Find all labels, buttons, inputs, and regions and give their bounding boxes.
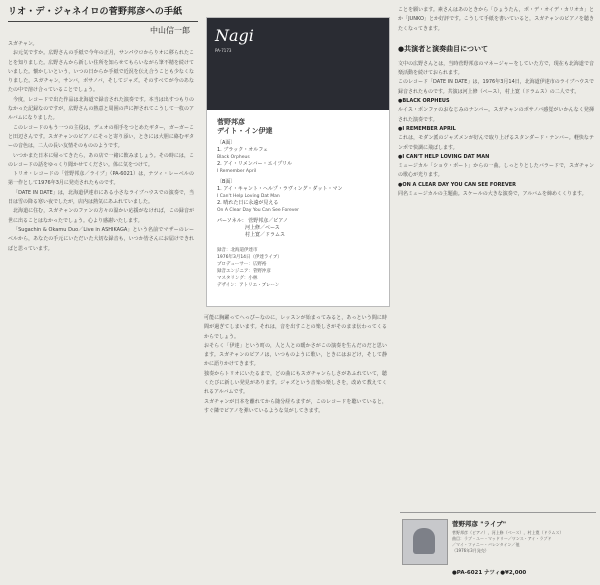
ad-line: 菅野邦彦（ピアノ），河上修（ベース），村上寛（ドラムス） <box>452 530 564 535</box>
song-note: 同名ミュージカルの主題曲。スケールの大きな演奏で，アルバムを締めくくります。 <box>398 191 587 198</box>
album-title: デイト・イン伊達 <box>217 127 273 135</box>
credit-line: マスタリング：小林 <box>217 276 258 281</box>
ad-line: 曲目：ラブ・ユー・マッドリー／ワンス・アイ・ラブド <box>452 536 552 541</box>
letter-paragraph: お元気ですか。広野さんの手紙で今年の正月，サンパウロからりオに移られたことを知りました。広野さんから新しい住所を知らせてもらいながら筆不精を続けていました。懐かしいという，いつの日からか手紙で近況を伝え合うことも少なくなりました。スガチャン，サンバ，ボサノバ，そしてジャズ。そのすべてが今のあなたの中で溶け合っていることでしょう。 <box>8 50 194 94</box>
ad-line: （1976年3月発売） <box>452 548 489 553</box>
track: 2. アイ・リメンバー・エイプリル <box>217 161 293 167</box>
middle-paragraph: 独奏からトリオにいたるまで，どの曲にもスガチャンらしさがあふれていて，聴くたびに新しい発見があります。ジャズという音楽の楽しさを，改めて教えてくれるアルバムです。 <box>204 370 387 396</box>
album-info <box>217 118 385 289</box>
catalog-number: PA-7173 <box>215 48 232 53</box>
song-note: ルイス・ボンファのおなじみのナンバー。スガチャンのボサノバ感覚がいかんなく発揮された演奏です。 <box>398 107 594 123</box>
letter-body <box>8 40 194 254</box>
side-b-label: 〔B面〕 <box>217 179 236 185</box>
related-album-ad <box>400 512 596 583</box>
notes-column <box>392 0 600 510</box>
track-english: I Can't Help Loving Dat Man <box>217 194 280 199</box>
section-paragraph: このレコード「DATE IN DATE」は，1976年3月14日，北海道伊達市のライブハウスで録音されたものです。共演は河上修（ベース），村上寛（ドラムス）の二人です。 <box>398 79 594 95</box>
letter-paragraph: 「Sugachin & Okamu Duo／Live in ASHIKAGA」という名前でマザーのレーベルから，あなたの手元にいただいた大切な録音も，いつか皆さんにお届けできればと思っています。 <box>8 226 194 252</box>
letter-paragraph: このレコードのもう一つの主役は，デュオの相手をつとめたギター，ガーガーこと田辺さんです。スガチャンのピアノにそっと寄り添い，ときには大胆に絡むギターの音色は，二人の長い友情そのもののようです。 <box>8 124 194 150</box>
section-body <box>398 60 594 199</box>
track: 2. 晴れた日に永遠が見える <box>217 200 279 206</box>
letter-column <box>0 0 198 254</box>
credit-line: デザイン：アトリエ・ブレーン <box>217 283 280 288</box>
song-note: ミュージカル「ショウ・ボート」からの一曲。しっとりとしたバラードで，スガチャンの歌心が光ります。 <box>398 163 594 179</box>
album-cover-area <box>207 18 389 110</box>
song-title: ●BLACK ORPHEUS <box>398 98 450 105</box>
letter-author: 中山信一郎 <box>150 26 190 35</box>
ad-line: ／マイ・ファニー・バレンタイン／他 <box>452 542 520 547</box>
credits <box>217 247 385 289</box>
song-title: ●ON A CLEAR DAY YOU CAN SEE FOREVER <box>398 181 516 188</box>
ad-title: 菅野邦彦 "ライブ" <box>452 520 507 528</box>
personnel-line: 河上修／ベース <box>245 225 280 231</box>
letter-paragraph: 今度，レコードで出た作品は北海道で録音された演奏です。本当は出すつもりのなかった記録なのですが，広野さんの熱意と周囲の声に押されてこうして一枚のアルバムになりました。 <box>8 96 194 122</box>
track-english: I Remember April <box>217 169 257 174</box>
credit-line: 録音：北海道伊達市 <box>217 248 258 253</box>
letter-paragraph: トリオ・レコードの「菅野邦彦／ライブ」（PA-6021）は，ナツィ・レーベルの第一作として1976年3月に発売されたものです。 <box>8 171 194 187</box>
song-title: ●I CAN'T HELP LOVING DAT MAN <box>398 153 490 160</box>
ad-price: ●PA-6021 ナツィ●¥2,000 <box>452 570 527 576</box>
label-logo: Nagi <box>215 26 254 45</box>
middle-paragraph: 可能に胸躍ってへっぴーなのに，レッスンが始まってみると，あっという間に時間が過ぎてしまいます。それは，音を出すことの楽しさがそのまま伝わってくるからでしょう。 <box>204 315 387 340</box>
track-english: Black Orpheus <box>217 155 250 160</box>
song-title: ●I REMEMBER APRIL <box>398 125 456 132</box>
track: 1. ブラック・オルフェ <box>217 147 269 153</box>
artist-name: 菅野邦彦 <box>217 118 245 126</box>
letter-paragraph: 「DATE IN DATE」は，北海道伊達市にある小さなライブハウスでの演奏で，当日は雪の降る寒い夜でしたが，店内は熱気にあふれていました。 <box>8 189 194 206</box>
side-a-label: 〔A面〕 <box>217 140 236 146</box>
letter-paragraph: 北海道に住む，スガチャンのファンの方々の温かい応援がなければ，この録音が世に出ることはなかったでしょう。心より感謝いたします。 <box>8 208 194 224</box>
track-english: On A Clear Day You Can See Forever <box>217 208 300 213</box>
section-title: ●共演者と演奏曲目について <box>398 44 488 53</box>
middle-paragraph: おそらく「伊達」という町の，人と人との暖かさがこの演奏を生んだのだと思います。スガチャンのピアノは，いつものように歌い，ときにはおどけ，そして静かに語りかけてきます。 <box>204 342 387 368</box>
personnel: パーソネル： 菅野邦彦／ピアノ <box>217 218 288 224</box>
middle-column <box>200 0 390 585</box>
middle-body <box>204 314 387 416</box>
personnel-line: 村上寛／ドラムス <box>245 232 285 238</box>
letter-title: リオ・デ・ジャネイロの菅野邦彦への手紙 <box>8 6 198 22</box>
credit-line: 1976年3月14日（伊達ライブ） <box>217 255 282 260</box>
credit-line: 録音エンジニア：菅野沖彦 <box>217 269 271 274</box>
album-thumbnail <box>402 519 448 565</box>
middle-paragraph: スガチャンが日本を離れてから随分経ちますが，このレコードを聴いていると，すぐ隣でピアノを弾いているような気がしてきます。 <box>204 398 387 414</box>
track: 1. アイ・キャント・ヘルプ・ラヴィング・ダット・マン <box>217 186 343 192</box>
album-card <box>206 17 390 307</box>
letter-paragraph: いつかまた日本に帰ってきたら，あの店で一緒に飲みましょう。その時には，このレコードの話をゆっくり聞かせてください。体に気をつけて。 <box>8 152 194 168</box>
ad-details <box>452 530 594 554</box>
letter-continuation: ことを願います。素さんはあのときから「ひょうたん，ボ・デ・オイデ・カリオカ」とか「JUNKO」とか好評です。こうして手紙を書いていると，スガチャンのピアノを聴きたくなってきます。 <box>398 7 594 32</box>
song-note: これは，モダン派のジャズメンが好んで取り上げるスタンダード・ナンバー。軽快なテンポで快調に飛ばします。 <box>398 135 594 151</box>
letter-paragraph: スガチャン。 <box>8 41 38 47</box>
credit-line: プロデューサー：広野裕 <box>217 262 267 267</box>
section-paragraph: 文中の広野さんとは，当時菅野邦彦のマネージャーをしていた方で，現在も北海道で音楽活動を続けておられます。 <box>398 60 594 77</box>
